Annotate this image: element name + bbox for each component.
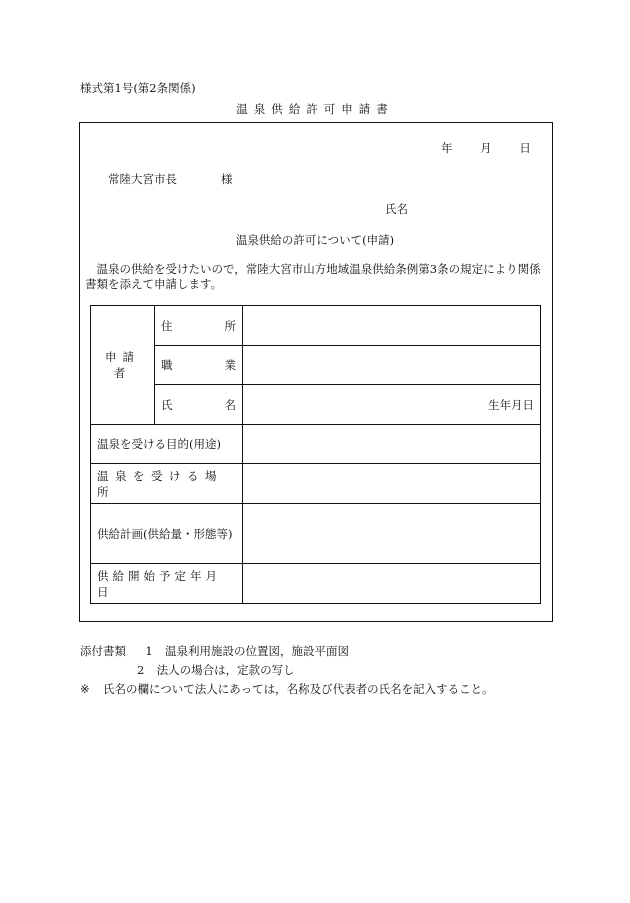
table-row bbox=[91, 564, 541, 604]
form-number: 様式第1号(第2条関係) bbox=[80, 81, 196, 95]
name-field[interactable] bbox=[243, 385, 541, 425]
table-row bbox=[91, 464, 541, 504]
birthdate-label: 生年月日 bbox=[488, 397, 534, 412]
attachments-line-1 bbox=[80, 643, 349, 659]
applicant-name-label: 氏名 bbox=[385, 202, 408, 216]
name-label-cell bbox=[155, 385, 243, 425]
occupation-field[interactable] bbox=[243, 346, 541, 385]
attachment-number: 1 bbox=[145, 644, 153, 658]
purpose-field[interactable] bbox=[243, 425, 541, 464]
name-label-1: 氏 bbox=[161, 397, 173, 412]
address-label-2: 所 bbox=[224, 318, 236, 333]
address-label-1: 住 bbox=[161, 318, 173, 333]
note-mark: ※ bbox=[80, 682, 90, 696]
recipient-name: 常陸大宮市長 bbox=[108, 172, 177, 186]
recipient bbox=[108, 171, 233, 187]
date-day-label: 日 bbox=[519, 141, 531, 155]
place-field[interactable] bbox=[243, 464, 541, 504]
note-text: 氏名の欄について法人にあっては，名称及び代表者の氏名を記入すること。 bbox=[102, 682, 494, 696]
place-label-cell bbox=[91, 464, 243, 504]
start-date-field[interactable] bbox=[243, 564, 541, 604]
footnote bbox=[80, 681, 494, 697]
table-row bbox=[91, 385, 541, 425]
date-month-label: 月 bbox=[480, 141, 492, 155]
attachment-number: 2 bbox=[137, 663, 145, 677]
place-label: 温泉を受ける場所 bbox=[97, 468, 223, 499]
attachment-text: 温泉利用施設の位置図，施設平面図 bbox=[164, 644, 349, 658]
table-row bbox=[91, 504, 541, 564]
attachment-text: 法人の場合は，定款の写し bbox=[156, 663, 295, 677]
occupation-label-2: 業 bbox=[224, 358, 236, 372]
address-field[interactable] bbox=[243, 306, 541, 346]
application-table bbox=[90, 305, 541, 604]
purpose-label: 温泉を受ける目的(用途) bbox=[97, 437, 221, 451]
plan-label-cell bbox=[91, 504, 243, 564]
date-year-label: 年 bbox=[441, 141, 453, 155]
start-date-label: 供給開始予定年月日 bbox=[97, 568, 221, 599]
subject-line: 温泉供給の許可について(申請) bbox=[235, 233, 395, 247]
name-label-2: 名 bbox=[224, 397, 236, 412]
attachments-label: 添付書類 bbox=[80, 644, 126, 658]
table-row bbox=[91, 425, 541, 464]
body-text: 温泉の供給を受けたいので，常陸大宮市山方地域温泉供給条例第3条の規定により関係書類を添えて申請します。 bbox=[85, 262, 541, 291]
plan-label: 供給計画(供給量・形態等) bbox=[97, 526, 233, 541]
start-date-label-cell bbox=[91, 564, 243, 604]
applicant-group-cell: 申請者 bbox=[91, 306, 155, 425]
document-title: 温泉供給許可申請書 bbox=[236, 102, 394, 116]
occupation-label-1: 職 bbox=[161, 358, 173, 372]
purpose-label-cell bbox=[91, 425, 243, 464]
date-line bbox=[441, 140, 531, 156]
address-label-cell bbox=[155, 306, 243, 346]
plan-field[interactable] bbox=[243, 504, 541, 564]
table-row bbox=[91, 346, 541, 385]
occupation-label-cell bbox=[155, 346, 243, 385]
recipient-honorific: 様 bbox=[221, 172, 233, 186]
attachments-line-2 bbox=[137, 662, 295, 678]
table-row bbox=[91, 306, 541, 346]
